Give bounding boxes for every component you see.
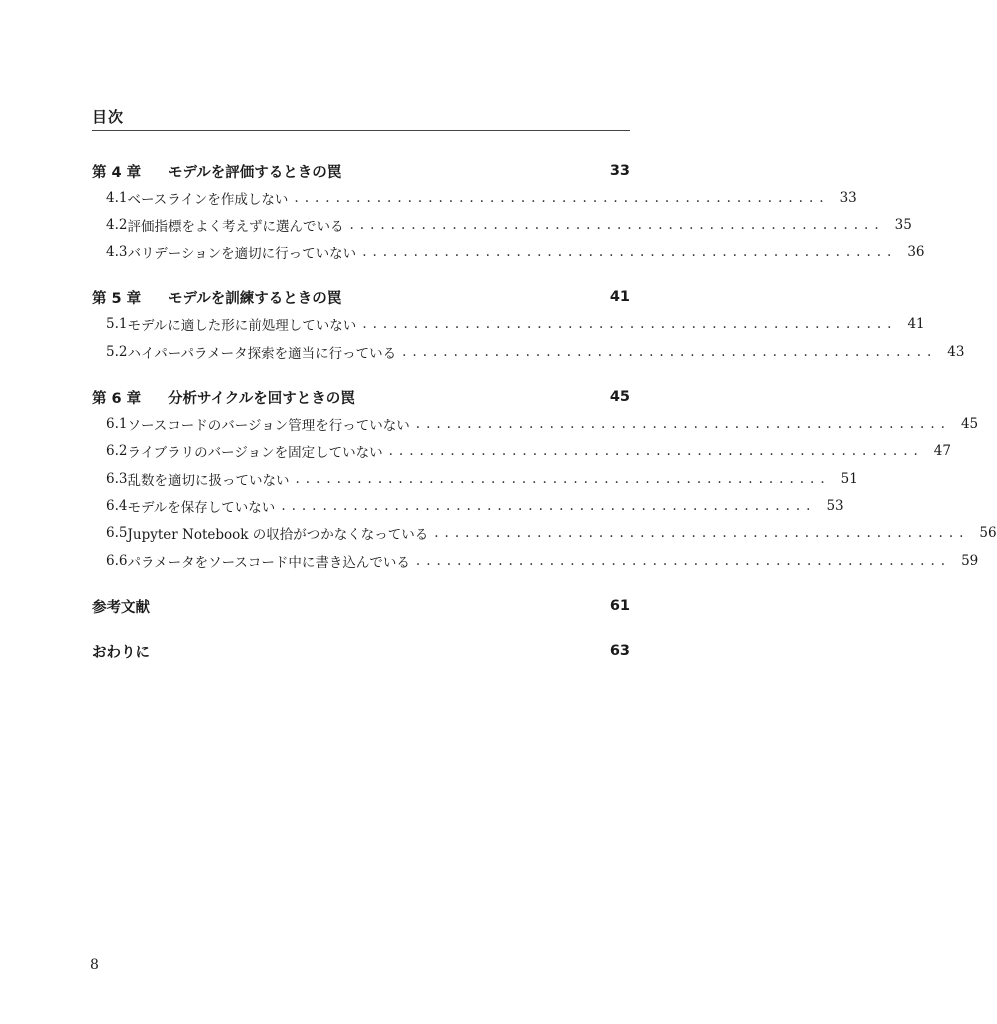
chapter-page: 41 (609, 289, 630, 305)
section-number: 5.1 (106, 316, 128, 332)
section-page: 53 (826, 498, 844, 514)
backmatter-title: おわりに (92, 644, 150, 661)
toc-section[interactable] (92, 341, 965, 363)
section-title: モデルに適した形に前処理していない (127, 318, 357, 334)
toc-section[interactable] (92, 241, 925, 263)
section-number: 4.1 (106, 190, 128, 206)
chapter-title: モデルを評価するときの罠 (168, 164, 342, 181)
header-rule (92, 130, 630, 131)
dot-leader: .................................................... (295, 471, 831, 487)
section-page: 43 (947, 344, 965, 360)
section-page: 59 (961, 553, 979, 569)
dot-leader: .................................................... (281, 498, 817, 514)
toc-section[interactable] (92, 187, 857, 209)
dot-leader: .................................................... (402, 344, 938, 360)
toc-backmatter-afterword[interactable] (92, 640, 630, 662)
toc-chapter[interactable] (92, 386, 630, 408)
section-number: 5.2 (106, 344, 128, 360)
chapter-page: 33 (609, 163, 630, 179)
chapter-number: 第 6 章 (92, 390, 142, 407)
toc-chapter[interactable] (92, 160, 630, 182)
chapter-title: モデルを訓練するときの罠 (168, 290, 342, 307)
dot-leader: .................................................... (388, 443, 924, 459)
toc-section[interactable] (92, 550, 979, 572)
page-number: 8 (90, 957, 99, 973)
section-title: 乱数を適切に扱っていない (127, 473, 290, 489)
section-title: ベースラインを作成しない (127, 192, 289, 208)
section-number: 6.1 (106, 416, 128, 432)
section-page: 41 (907, 316, 925, 332)
dot-leader: .................................................... (362, 244, 898, 260)
running-header: 目次 (92, 108, 125, 126)
toc-section[interactable] (92, 214, 912, 236)
chapter-number: 第 5 章 (92, 290, 142, 307)
toc-section[interactable] (92, 468, 858, 490)
section-title: ソースコードのバージョン管理を行っていない (127, 418, 410, 434)
dot-leader: .................................................... (294, 190, 830, 206)
section-title: バリデーションを適切に行っていない (127, 246, 357, 262)
dot-leader: .................................................... (415, 416, 951, 432)
backmatter-page: 61 (609, 598, 630, 614)
section-page: 33 (839, 190, 857, 206)
section-title: ハイパーパラメータ探索を適当に行っている (127, 346, 397, 362)
section-page: 47 (933, 443, 951, 459)
section-page: 45 (960, 416, 979, 432)
toc-section[interactable] (92, 440, 951, 462)
section-number: 6.5 (106, 525, 128, 541)
dot-leader: .................................................... (434, 525, 970, 541)
toc-section[interactable] (92, 313, 925, 335)
backmatter-page: 63 (609, 643, 630, 659)
chapter-number: 第 4 章 (92, 164, 142, 181)
section-page: 35 (894, 217, 912, 233)
section-title: Jupyter Notebook の収拾がつかなくなっている (127, 527, 429, 543)
dot-leader: .................................................... (415, 553, 952, 569)
section-number: 6.2 (106, 443, 128, 459)
section-title: パラメータをソースコード中に書き込んでいる (127, 555, 410, 571)
section-page: 51 (840, 471, 858, 487)
dot-leader: .................................................... (362, 316, 898, 332)
section-page: 36 (907, 244, 925, 260)
chapter-title: 分析サイクルを回すときの罠 (168, 390, 355, 407)
toc-section[interactable] (92, 495, 844, 517)
section-number: 4.3 (106, 244, 128, 260)
section-title: ライブラリのバージョンを固定していない (127, 445, 383, 461)
toc-backmatter-references[interactable] (92, 595, 630, 617)
chapter-page: 45 (609, 389, 630, 405)
toc-section[interactable] (92, 522, 997, 544)
toc-section[interactable] (92, 413, 979, 435)
toc-chapter[interactable] (92, 286, 630, 308)
section-number: 6.4 (106, 498, 128, 514)
section-page: 56 (979, 525, 997, 541)
section-title: 評価指標をよく考えずに選んでいる (127, 219, 344, 235)
backmatter-title: 参考文献 (92, 599, 150, 616)
section-number: 6.6 (106, 553, 128, 569)
section-number: 6.3 (106, 471, 128, 487)
section-number: 4.2 (106, 217, 128, 233)
section-title: モデルを保存していない (127, 500, 276, 516)
dot-leader: .................................................... (349, 217, 885, 233)
